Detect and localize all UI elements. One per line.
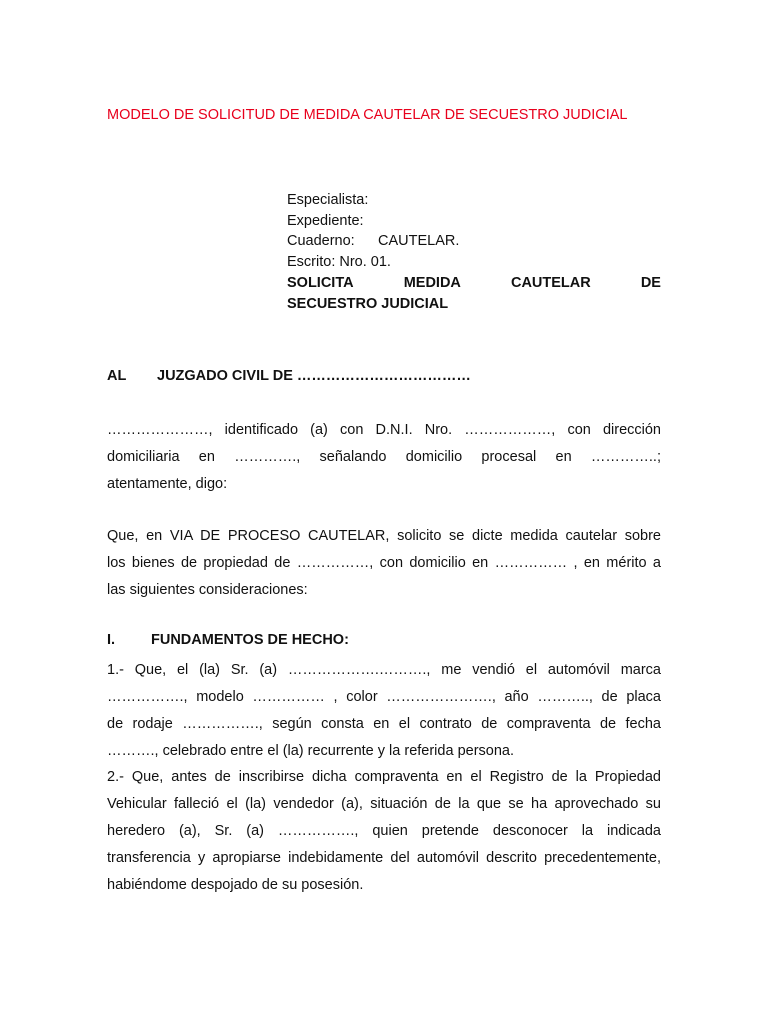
paragraph-line: transferencia y apropiarse indebidamente del automóvil descrito precedentemente, (107, 850, 661, 866)
request-word: CAUTELAR (510, 275, 591, 291)
request-word: DE (640, 275, 661, 291)
request-word: SOLICITA (287, 275, 354, 291)
document-title: MODELO DE SOLICITUD DE MEDIDA CAUTELAR DE SECUESTRO JUDICIAL (107, 107, 628, 123)
cuaderno-line (287, 231, 661, 252)
paragraph-line: habiéndome despojado de su posesión. (107, 877, 364, 893)
request-summary-line2: SECUESTRO JUDICIAL (287, 295, 449, 312)
request-word: MEDIDA (403, 275, 461, 291)
paragraph-line: Vehicular falleció el (la) vendedor (a), situación de la que se ha aprovechado su (107, 796, 661, 812)
court-addressee (107, 368, 661, 384)
paragraph-line: las siguientes consideraciones: (107, 582, 308, 598)
intro-paragraph (107, 417, 661, 498)
addressee-prefix: AL (107, 368, 127, 384)
paragraph-line: los bienes de propiedad de ……………, con domicilio en …………… , en mérito a (107, 555, 661, 571)
section-title: FUNDAMENTOS DE HECHO: (151, 632, 349, 648)
paragraph-line: 1.- Que, el (la) Sr. (a) ……………….………., me vendió el automóvil marca (107, 662, 661, 678)
especialista-label: Especialista: (287, 192, 369, 208)
court-name: JUZGADO CIVIL DE ……………………………… (157, 368, 471, 384)
request-summary-line1 (287, 273, 661, 294)
paragraph-line: …………………, identificado (a) con D.N.I. Nro. ………………, con dirección (107, 422, 661, 438)
paragraph-line: de rodaje ……………., según consta en el contrato de compraventa de fecha (107, 716, 661, 732)
paragraph-line: domiciliaria en …………., señalando domicilio procesal en …………..; (107, 449, 661, 465)
section-heading (107, 632, 661, 648)
paragraph-line: atentamente, digo: (107, 476, 228, 492)
cuaderno-label: Cuaderno: (287, 233, 355, 249)
case-header-block (287, 190, 661, 314)
fact-2-paragraph (107, 764, 661, 899)
fact-1-paragraph (107, 657, 661, 765)
paragraph-line: ……………., modelo …………… , color …………………., año ……….., de placa (107, 689, 661, 705)
paragraph-line: ………., celebrado entre el (la) recurrente y la referida persona. (107, 743, 514, 759)
cuaderno-value: CAUTELAR. (378, 233, 460, 249)
paragraph-line: Que, en VIA DE PROCESO CAUTELAR, solicito se dicte medida cautelar sobre (107, 528, 661, 544)
expediente-label: Expediente: (287, 212, 364, 229)
petition-paragraph (107, 523, 661, 604)
paragraph-line: heredero (a), Sr. (a) ……………., quien pretende desconocer la indicada (107, 823, 661, 839)
section-number: I. (107, 632, 116, 648)
escrito-label: Escrito: Nro. 01. (287, 253, 391, 270)
paragraph-line: 2.- Que, antes de inscribirse dicha compraventa en el Registro de la Propiedad (107, 769, 661, 785)
